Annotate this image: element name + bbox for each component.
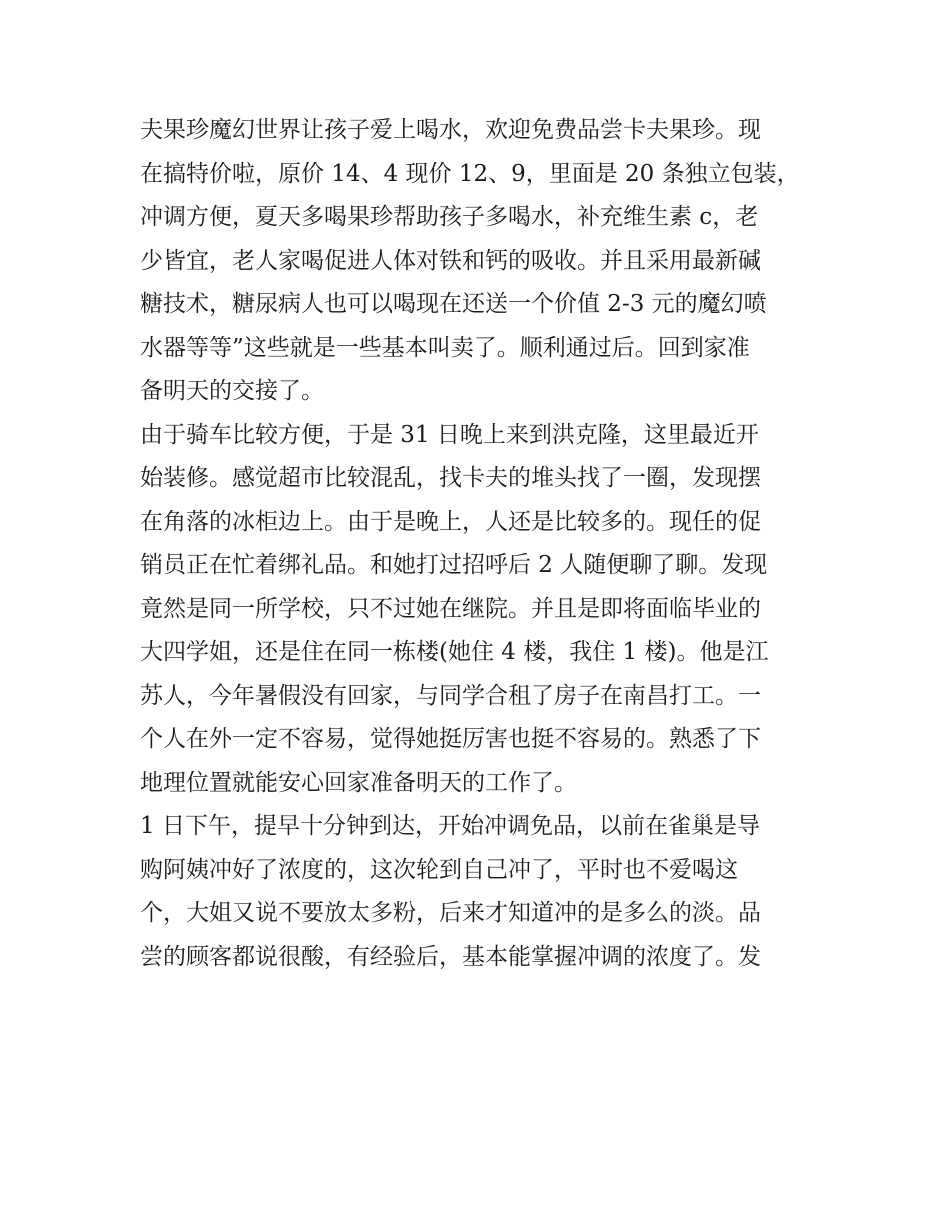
text-line: 始装修。感觉超市比较混乱，找卡夫的堆头找了一圈，发现摆 (140, 465, 761, 491)
text-line: 个，大姐又说不要放太多粉，后来才知道冲的是多么的淡。品 (140, 900, 761, 926)
document-body (140, 109, 830, 979)
text-line: 水器等等”这些就是一些基本叫卖了。顺利通过后。回到家准 (140, 334, 750, 361)
text-line: 在角落的冰柜边上。由于是晚上，人还是比较多的。现任的促 (140, 508, 761, 535)
text-line: 地理位置就能安心回家准备明天的工作了。 (140, 769, 577, 796)
text-line: 由于骑车比较方便，于是 31 日晚上来到洪克隆，这里最近开 (140, 421, 759, 448)
text-line: 1 日下午，提早十分钟到达，开始冲调免品，以前在雀巢是导 (140, 813, 760, 839)
text-line: 在搞特价啦，原价 14、4 现价 12、9，里面是 20 条独立包装， (140, 160, 800, 187)
text-line: 销员正在忙着绑礼品。和她打过招呼后 2 人随便聊了聊。发现 (140, 552, 768, 578)
text-line: 少皆宜，老人家喝促进人体对铁和钙的吸收。并且采用最新碱 (140, 247, 761, 274)
text-line: 备明天的交接了。 (140, 378, 324, 404)
text-line: 竟然是同一所学校，只不过她在继院。并且是即将面临毕业的 (140, 595, 761, 622)
text-line: 糖技术，糖尿病人也可以喝现在还送一个价值 2-3 元的魔幻喷 (140, 291, 767, 317)
text-line: 个人在外一定不容易，觉得她挺厉害也挺不容易的。熟悉了下 (140, 726, 761, 752)
text-line: 购阿姨冲好了浓度的，这次轮到自己冲了，平时也不爱喝这 (140, 856, 738, 883)
text-line: 冲调方便，夏天多喝果珍帮助孩子多喝水，补充维生素 c，老 (140, 204, 759, 230)
text-line: 大四学姐，还是住在同一栋楼(她住 4 楼，我住 1 楼)。他是江 (140, 639, 769, 665)
text-line: 夫果珍魔幻世界让孩子爱上喝水，欢迎免费品尝卡夫果珍。现 (140, 117, 761, 143)
text-line: 苏人，今年暑假没有回家，与同学合租了房子在南昌打工。一 (140, 682, 761, 709)
text-line: 尝的顾客都说很酸，有经验后，基本能掌握冲调的浓度了。发 (140, 943, 761, 970)
